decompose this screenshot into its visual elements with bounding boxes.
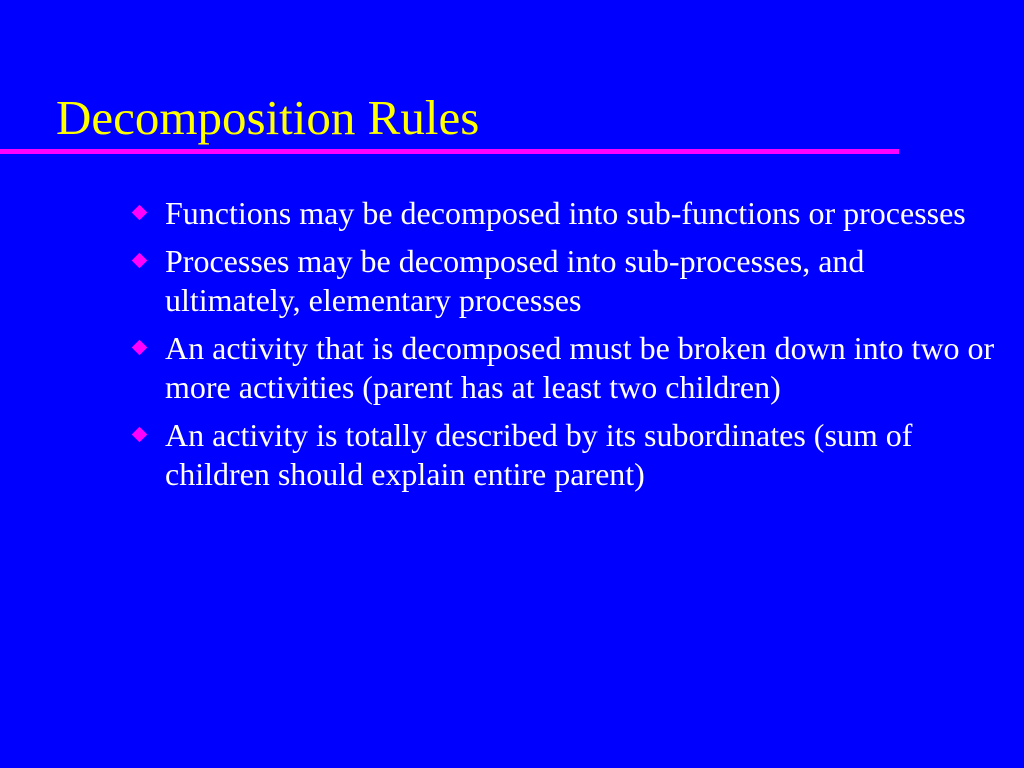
bullet-item [128, 329, 998, 407]
diamond-bullet-icon [132, 205, 148, 221]
bullet-list [128, 194, 998, 503]
diamond-bullet-icon [132, 340, 148, 356]
bullet-item [128, 242, 998, 320]
bullet-text: Processes may be decomposed into sub-processes, and ultimately, elementary processes [165, 243, 865, 318]
bullet-text: An activity that is decomposed must be broken down into two or more activities (parent has at least two children) [165, 330, 995, 405]
diamond-bullet-icon [132, 427, 148, 443]
diamond-bullet-icon [132, 253, 148, 269]
bullet-text: An activity is totally described by its subordinates (sum of children should explain entire parent) [165, 417, 913, 492]
title-underline [0, 149, 899, 154]
bullet-item [128, 194, 998, 233]
slide-title: Decomposition Rules [56, 90, 480, 145]
bullet-item [128, 416, 998, 494]
bullet-text: Functions may be decomposed into sub-functions or processes [165, 195, 966, 231]
